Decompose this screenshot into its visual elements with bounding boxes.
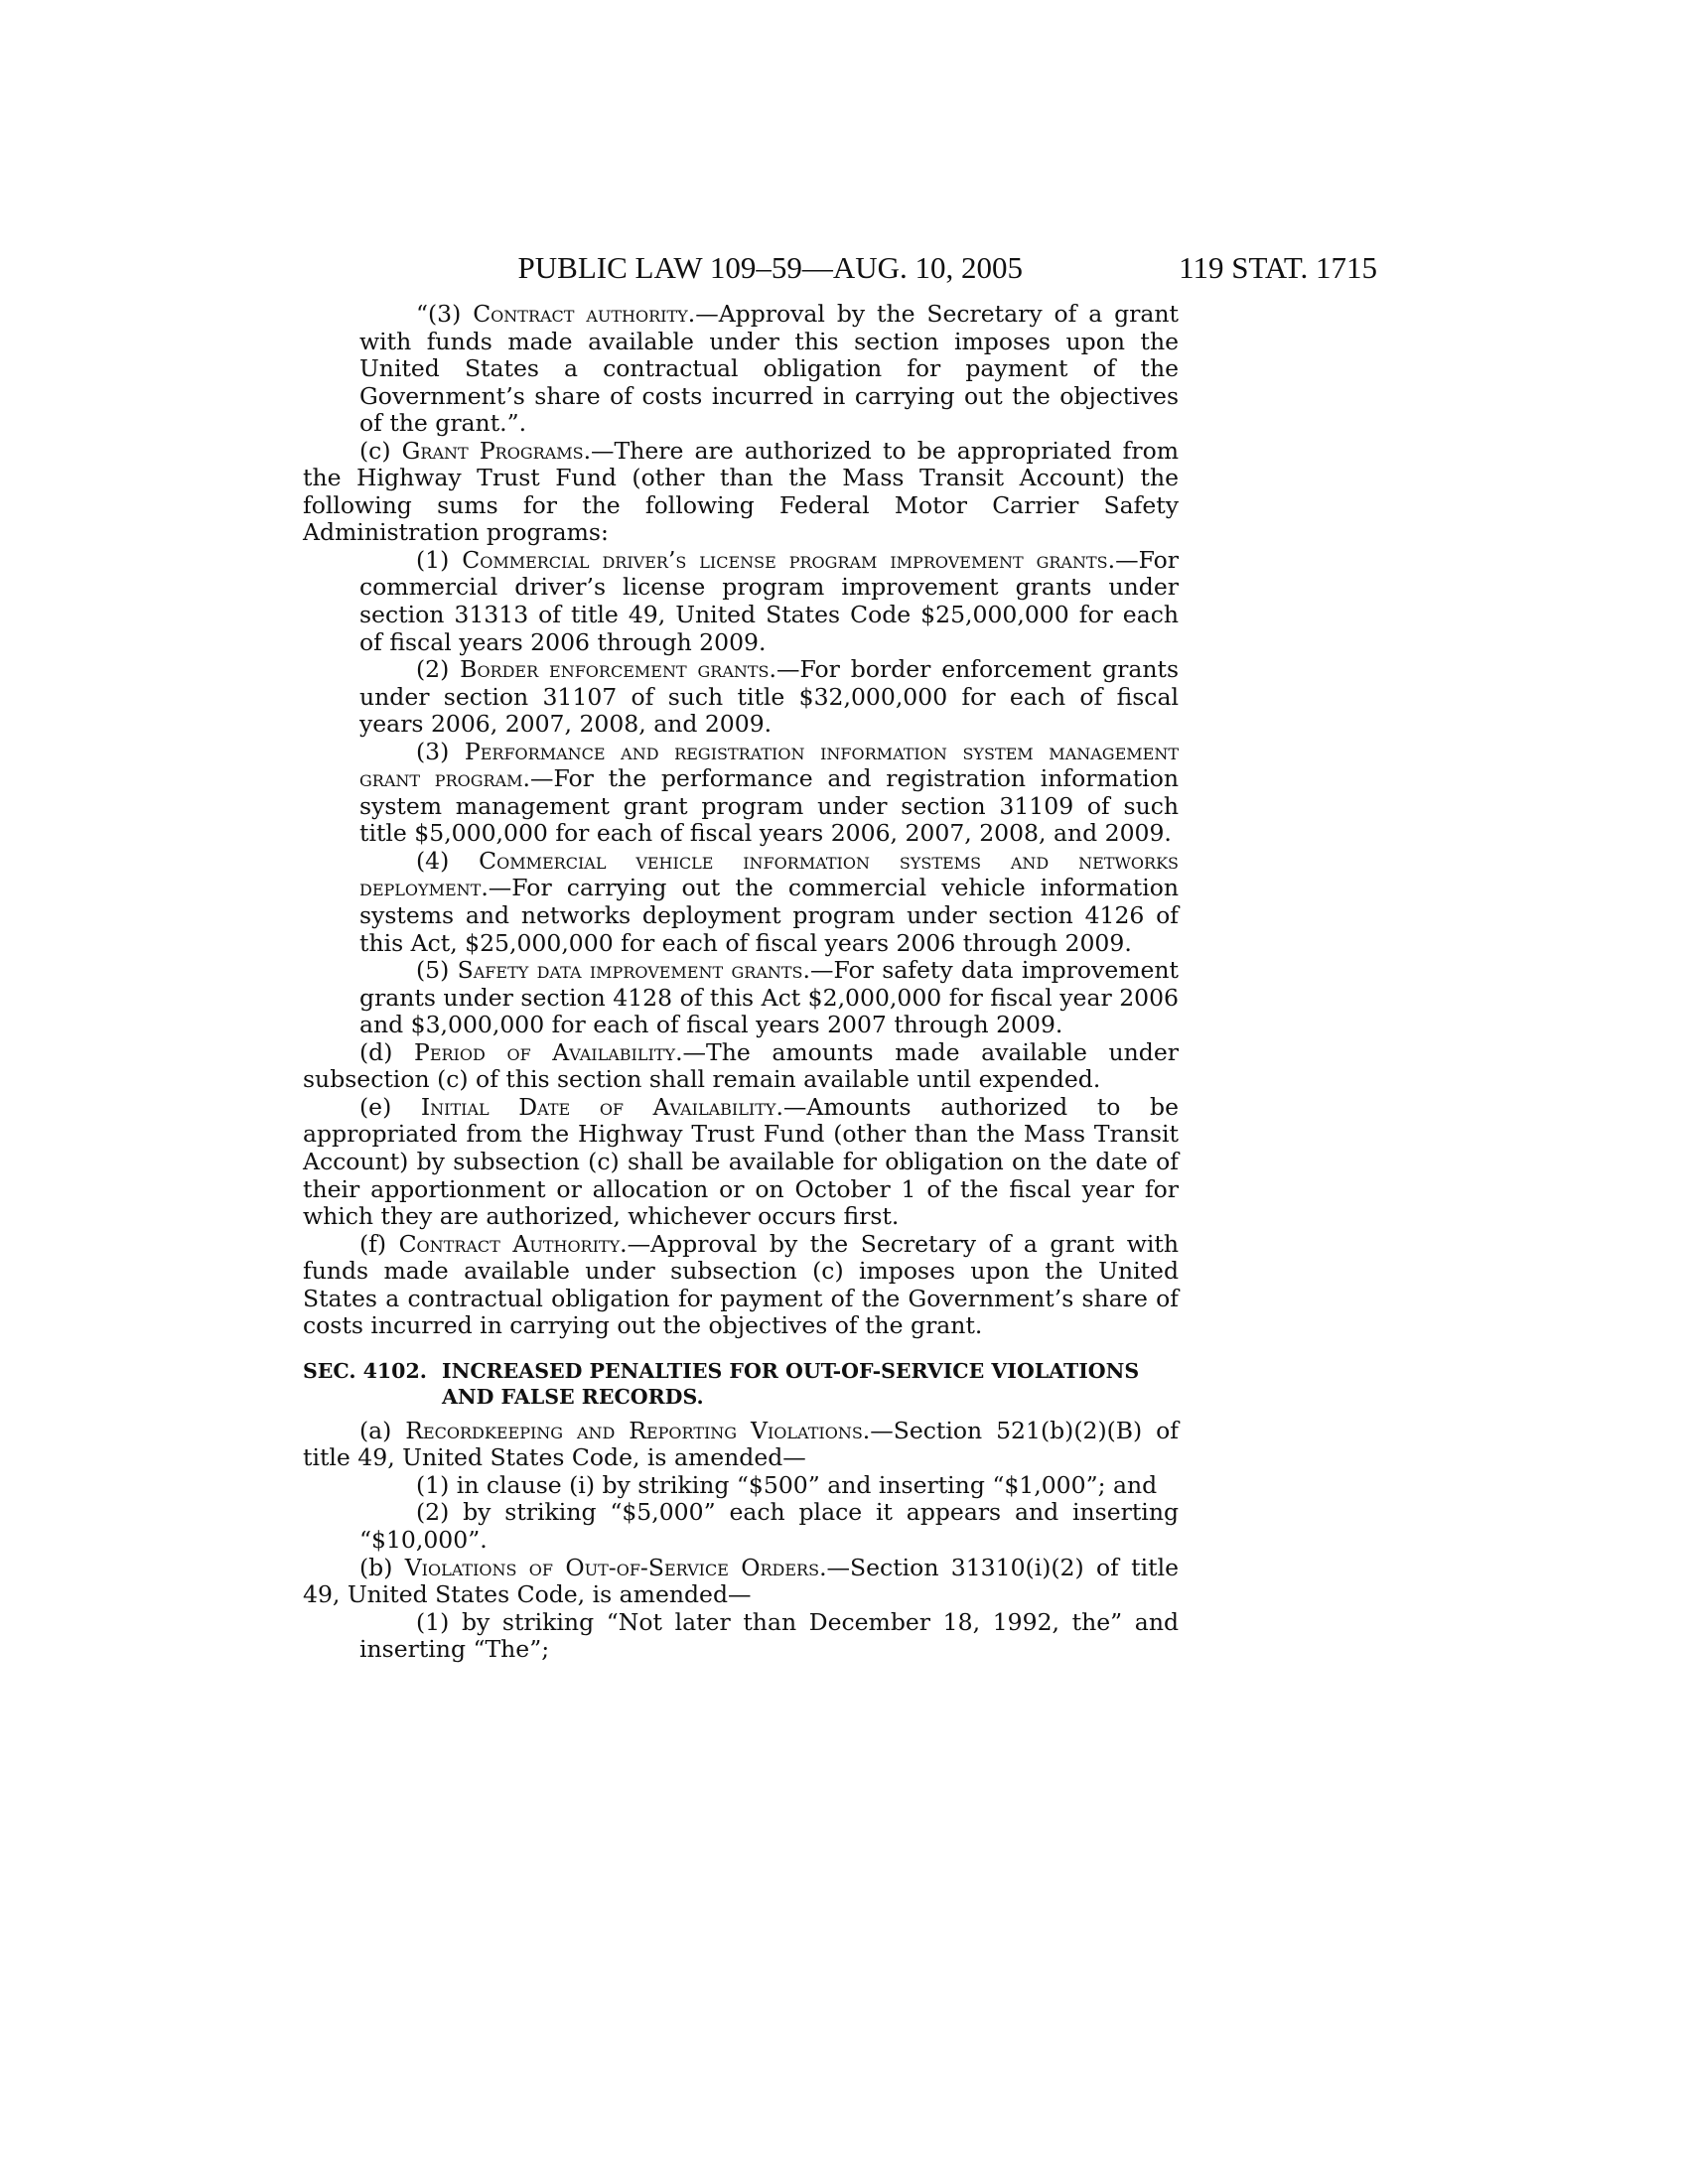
running-header	[303, 250, 1377, 290]
paragraph-b1: (1) by striking “Not later than December 18, 1992, the” and inserting “The”;	[359, 1607, 1179, 1664]
paragraph-label: Border enforcement grants	[460, 655, 770, 684]
paragraph-label: Violations of Out-of-Service Orders	[404, 1553, 820, 1581]
subsection-f-contract-authority: (f) Contract Authority.—Approval by the Secretary of a grant with funds made available under subsection (c) imposes upon the United States a contractual obligation for payment of the Government’s share of costs incurred in carrying out the objectives of the grant.	[303, 1229, 1179, 1340]
page-body	[303, 301, 1179, 1664]
paragraph-label: Performance and registration information system management grant program	[359, 737, 1179, 793]
subsection-b-out-of-service: (b) Violations of Out-of-Service Orders.—Section 31310(i)(2) of title 49, United States Code, is amended—	[303, 1553, 1179, 1609]
paragraph-label: Period of Availability	[414, 1037, 676, 1066]
section-heading	[303, 1358, 1179, 1410]
stat-page-number: 119 STAT. 1715	[1179, 250, 1377, 285]
subsection-d-period-of-availability: (d) Period of Availability.—The amounts made available under subsection (c) of this section shall remain available until expended.	[303, 1037, 1179, 1094]
subsection-c-grant-programs: (c) Grant Programs.—There are authorized to be appropriated from the Highway Trust Fund (other than the Mass Transit Account) the following sums for the following Federal Motor Carrier Safety Administration programs:	[303, 436, 1179, 547]
section-title: INCREASED PENALTIES FOR OUT-OF-SERVICE VIOLATIONS AND FALSE RECORDS.	[442, 1358, 1140, 1409]
law-citation: PUBLIC LAW 109–59—AUG. 10, 2005	[517, 250, 1023, 285]
paragraph-c3: (3) Performance and registration information system management grant program.—For the performance and registration information system management grant program under section 31109 of such title $5,000,000 for each of fiscal years 2006, 2007, 2008, and 2009.	[359, 737, 1179, 848]
section-number: SEC. 4102.	[303, 1358, 427, 1383]
paragraph-label: Contract Authority	[398, 1229, 621, 1258]
subsection-e-initial-date: (e) Initial Date of Availability.—Amounts authorized to be appropriated from the Highway Trust Fund (other than the Mass Transit Account) by subsection (c) shall be available for obligation on the date of their apportionment or allocation or on October 1 of the fiscal year for which they are authorized, whichever occurs first.	[303, 1092, 1179, 1231]
paragraph-a2: (2) by striking “$5,000” each place it appears and inserting “$10,000”.	[359, 1498, 1179, 1554]
paragraph-label: Contract authority	[473, 300, 688, 328]
paragraph-label: Commercial driver’s license program improvement grants	[462, 545, 1108, 574]
paragraph-c5: (5) Safety data improvement grants.—For safety data improvement grants under section 4128 of this Act $2,000,000 for fiscal year 2006 and $3,000,000 for each of fiscal years 2007 through 2009.	[359, 956, 1179, 1039]
paragraph-c1: (1) Commercial driver’s license program improvement grants.—For commercial driver’s license program improvement grants under section 31313 of title 49, United States Code $25,000,000 for each of fiscal years 2006 through 2009.	[359, 545, 1179, 656]
paragraph-label: Commercial vehicle information systems and networks deployment	[359, 846, 1179, 902]
paragraph-label: Recordkeeping and Reporting Violations	[405, 1416, 863, 1444]
paragraph-label: Safety data improvement grants	[457, 956, 803, 985]
paragraph-a1: (1) in clause (i) by striking “$500” and inserting “$1,000”; and	[416, 1470, 1158, 1499]
paragraph-contract-authority-quoted: “(3) Contract authority.—Approval by the Secretary of a grant with funds made available under this section imposes upon the United States a contractual obligation for payment of the Government’s share of costs incurred in carrying out the objectives of the grant.”.	[359, 300, 1179, 438]
paragraph-label: Initial Date of Availability	[420, 1092, 776, 1121]
subsection-a-recordkeeping: (a) Recordkeeping and Reporting Violations.—Section 521(b)(2)(B) of title 49, United States Code, is amended—	[303, 1416, 1179, 1472]
paragraph-label: Grant Programs	[401, 436, 584, 465]
paragraph-c4: (4) Commercial vehicle information systems and networks deployment.—For carrying out the commercial vehicle information systems and networks deployment program under section 4126 of this Act, $25,000,000 for each of fiscal years 2006 through 2009.	[359, 846, 1179, 957]
paragraph-c2: (2) Border enforcement grants.—For border enforcement grants under section 31107 of such title $32,000,000 for each of fiscal years 2006, 2007, 2008, and 2009.	[359, 655, 1180, 739]
